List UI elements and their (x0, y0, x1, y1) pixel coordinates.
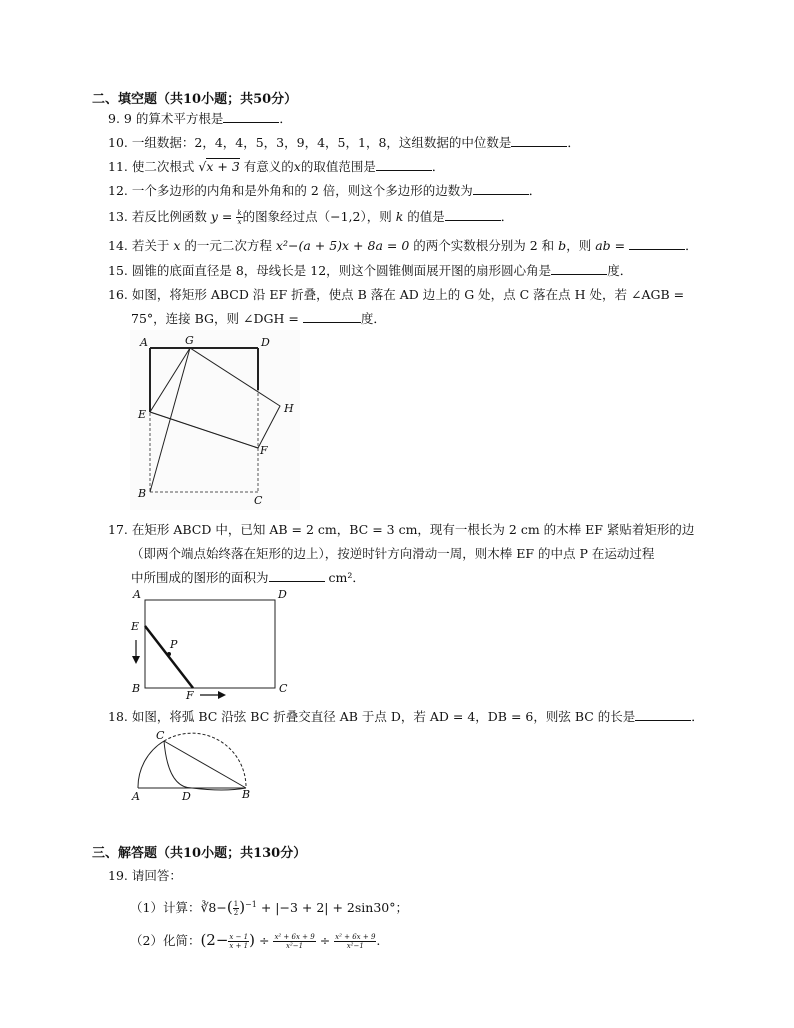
variable-b: b (558, 238, 567, 253)
exponent: −1 (245, 900, 257, 909)
question-10 (108, 135, 580, 151)
fraction-bottom: 2 (233, 909, 239, 918)
fraction-1 (228, 933, 249, 950)
answer-blank[interactable] (223, 111, 279, 123)
question-18 (108, 709, 704, 725)
fraction-3 (334, 933, 376, 950)
fraction-top: x² + 6x + 9 (274, 933, 315, 941)
expression-rest: + |−3 + 2| + 2sin30°； (260, 900, 408, 916)
midpoint-P (167, 652, 171, 656)
answer-blank[interactable] (376, 159, 432, 171)
label-C: C (156, 729, 165, 742)
label-D: D (278, 588, 287, 601)
question-text: 如图，将弧 BC 沿弦 BC 折叠交直径 AB 于点 D，若 AD = 4，DB = 6，则弦 BC 的长是 (131, 709, 636, 724)
label-C: C (279, 682, 288, 695)
question-text: 中所围成的图形的面积为 (131, 570, 269, 585)
figure-background (130, 330, 300, 510)
question-number: 9. (108, 111, 120, 126)
question-number: 10. (108, 135, 128, 150)
question-text: （即两个端点始终落在矩形的边上），按逆时针方向滑动一周，则木棒 EF 的中点 P 在运动过程 (131, 546, 655, 561)
label-B: B (132, 682, 141, 695)
fraction-2 (273, 933, 315, 950)
question-end: cm²． (328, 570, 365, 585)
question-text: 9 的算术平方根是 (123, 111, 224, 126)
question-end: ． (691, 709, 704, 724)
question-19-part-1 (130, 897, 408, 917)
question-text-post: 的两个实数根分别为 2 和 (413, 238, 555, 253)
question-number: 18. (108, 709, 128, 724)
question-end: 度． (360, 311, 386, 326)
left-paren-term: (2− (200, 931, 229, 949)
question-text: 一组数据：2，4，4，5，3，9，4，5，1，8，这组数据的中位数是 (131, 135, 512, 150)
question-text-pre: 若关于 (131, 238, 170, 253)
label-G: G (185, 334, 194, 347)
question-number: 17. (108, 522, 128, 537)
label-B: B (242, 788, 251, 801)
question-number: 16. (108, 287, 128, 302)
right-arrow-head-icon (218, 691, 226, 699)
right-paren: ) (239, 898, 246, 917)
cube-root-term: ∛8− (200, 900, 227, 916)
question-intro: 请回答： (131, 868, 182, 883)
question-14 (108, 238, 698, 254)
question-9 (108, 111, 292, 127)
variable: x (293, 159, 301, 174)
fraction-bottom: x (237, 218, 242, 226)
part-label: （1）计算： (130, 900, 201, 916)
fraction-bottom: x²−1 (286, 942, 304, 950)
label-E: E (138, 408, 147, 421)
variable: k (395, 209, 404, 224)
question-text-post: 的取值范围是 (300, 159, 376, 174)
question-number: 11. (108, 159, 128, 174)
question-16-line-2 (131, 311, 386, 327)
arc-CB-dashed (164, 733, 246, 788)
answer-blank[interactable] (445, 209, 501, 221)
fraction-top: x² + 6x + 9 (335, 933, 376, 941)
label-D: D (182, 790, 191, 802)
question-number: 14. (108, 238, 128, 253)
question-text-mid: 有意义的 (243, 159, 294, 174)
question-11 (108, 159, 444, 175)
question-text: 如图，将矩形 ABCD 沿 EF 折叠，使点 B 落在 AD 边上的 G 处，点 C 落在点 H 处，若 ∠AGB = (131, 287, 685, 302)
answer-blank[interactable] (511, 135, 567, 147)
question-end: ． (279, 111, 292, 126)
figure-17 (128, 588, 298, 700)
label-E: E (131, 620, 140, 633)
answer-blank[interactable] (473, 183, 529, 195)
question-text: 75°，连接 BG，则 ∠DGH = (131, 311, 299, 326)
question-16-line-1 (108, 287, 684, 303)
fraction-top: k (237, 209, 242, 217)
question-end: ． (431, 159, 445, 174)
arc-AC (138, 741, 164, 788)
question-17-line-2 (131, 546, 654, 562)
radical-sign: √ (198, 159, 207, 174)
right-paren: ) (249, 931, 255, 949)
function-name: y = (210, 209, 233, 224)
fraction-bottom: x + 1 (229, 942, 249, 950)
label-A: A (140, 336, 148, 349)
section-2-title: 二、填空题（共10小题；共50分） (92, 92, 298, 107)
divide-sign: ÷ (258, 933, 270, 948)
question-17-line-1 (108, 522, 694, 538)
question-text: 圆锥的底面直径是 8，母线长是 12，则这个圆锥侧面展开图的扇形圆心角是 (131, 263, 552, 278)
question-text: 在矩形 ABCD 中，已知 AB = 2 cm，BC = 3 cm，现有一根长为 2 cm 的木棒 EF 紧贴着矩形的边 (131, 522, 695, 537)
question-text-pre: 使二次根式 (131, 159, 195, 174)
figure-16 (130, 330, 300, 510)
question-text-post: 的值是 (407, 209, 445, 224)
question-text: 一个多边形的内角和是外角和的 2 倍，则这个多边形的边数为 (131, 183, 473, 198)
label-A: A (133, 588, 141, 601)
answer-blank[interactable] (635, 709, 691, 721)
question-end: ． (528, 183, 542, 198)
label-F: F (186, 689, 194, 700)
question-text-mid: 的图象经过点（−1,2），则 (242, 209, 392, 224)
question-text-mid: 的一元二次方程 (184, 238, 272, 253)
label-C: C (254, 494, 263, 507)
figure-18 (128, 726, 258, 802)
question-end: ． (567, 135, 580, 150)
stick-EF (145, 626, 193, 688)
question-number: 12. (108, 183, 128, 198)
down-arrow-head-icon (132, 656, 140, 664)
question-end: ． (500, 209, 514, 224)
answer-blank[interactable] (551, 263, 607, 275)
rectangle-ABCD (145, 600, 275, 688)
question-number: 13. (108, 209, 128, 224)
question-13 (108, 209, 513, 226)
variable-ab: ab = (595, 238, 626, 253)
question-number: 19. (108, 868, 128, 883)
question-15 (108, 263, 632, 279)
answer-blank[interactable] (303, 311, 361, 323)
question-12 (108, 183, 541, 199)
question-17-line-3 (131, 570, 365, 586)
answer-blank[interactable] (629, 238, 685, 250)
expression-end: . (376, 933, 381, 948)
label-F: F (260, 444, 268, 457)
question-19-part-2 (130, 932, 380, 950)
label-B: B (138, 487, 147, 500)
divide-sign: ÷ (319, 933, 331, 948)
fraction-top: x − 1 (229, 933, 249, 941)
part-label: （2）化简： (130, 933, 201, 948)
fraction-top: 1 (233, 900, 239, 909)
label-H: H (284, 402, 294, 415)
section-3-title: 三、解答题（共10小题；共130分） (92, 846, 307, 861)
label-A: A (132, 790, 140, 802)
question-end: 度． (607, 263, 633, 278)
question-end: ． (685, 238, 698, 253)
fraction-bottom: x²−1 (346, 942, 364, 950)
question-19 (108, 868, 182, 884)
left-paren: ( (226, 898, 233, 917)
question-text-post2: ，则 (566, 238, 592, 253)
answer-blank[interactable] (269, 570, 325, 582)
question-text-pre: 若反比例函数 (131, 209, 207, 224)
question-number: 15. (108, 263, 128, 278)
label-D: D (261, 336, 270, 349)
variable: x (173, 238, 181, 253)
radicand: x + 3 (206, 159, 240, 174)
equation: x²−(a + 5)x + 8a = 0 (275, 238, 410, 253)
label-P: P (170, 638, 178, 651)
